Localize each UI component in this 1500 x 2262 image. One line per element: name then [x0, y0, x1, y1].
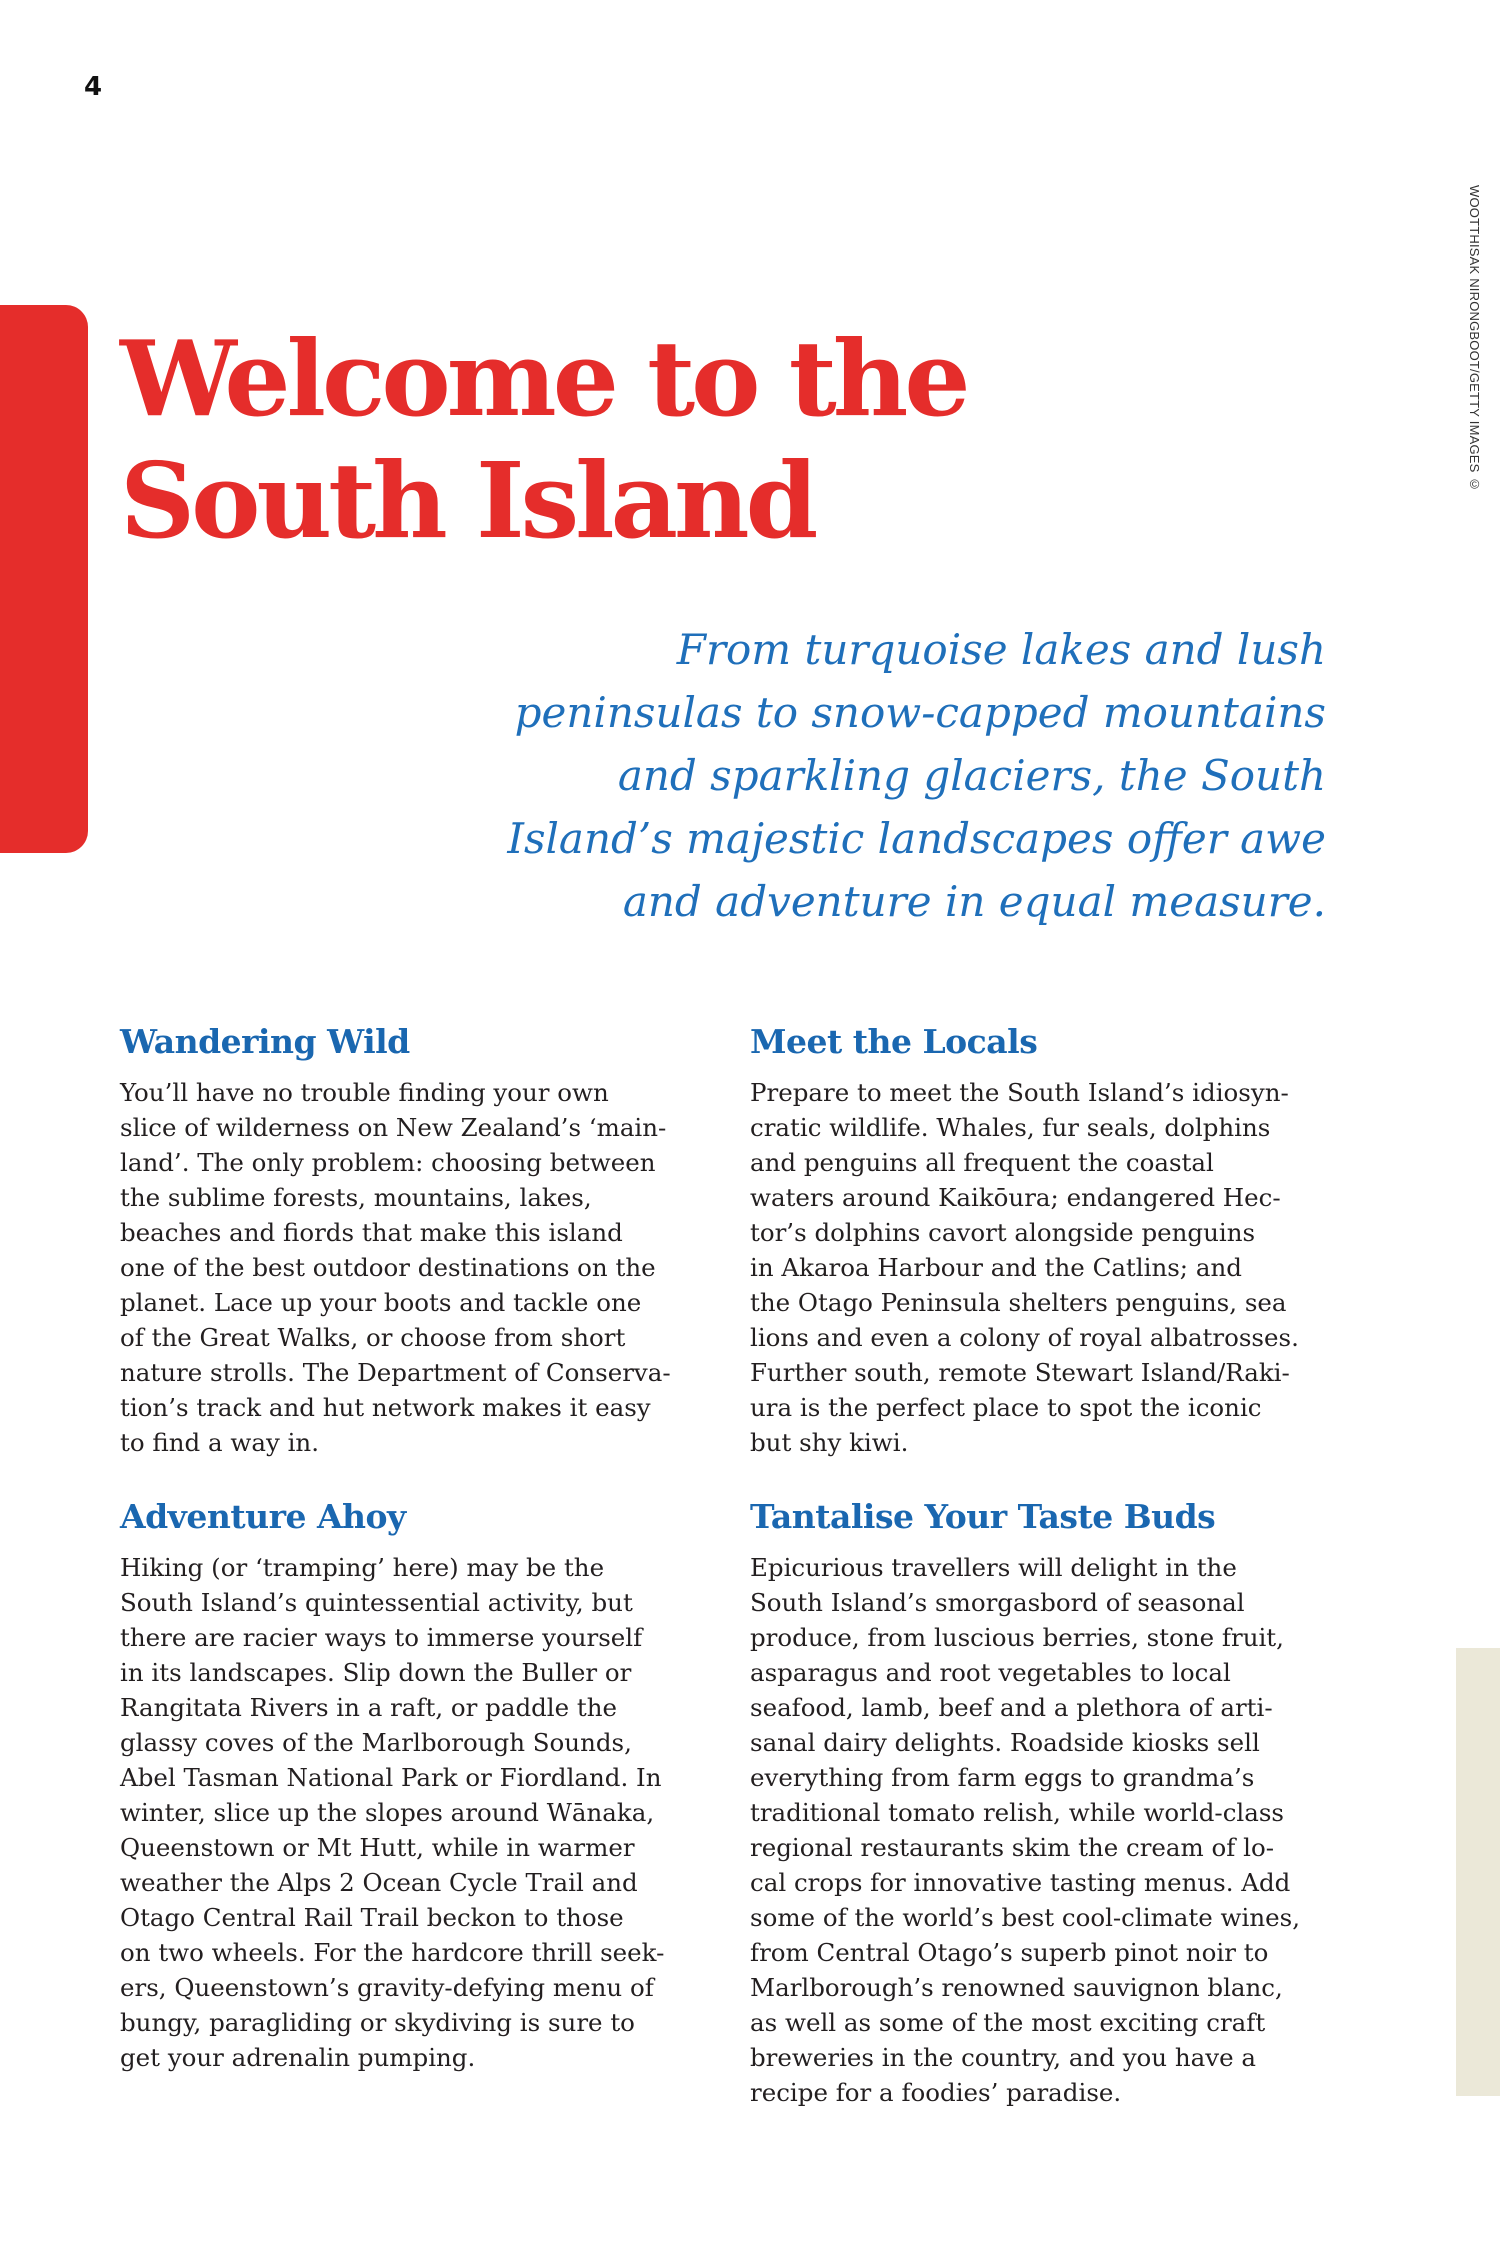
- intro-line: and adventure in equal measure.: [622, 877, 1326, 926]
- body-line: regional restaurants skim the cream of lo-: [750, 1833, 1275, 1862]
- section-heading: Tantalise Your Taste Buds: [750, 1497, 1216, 1536]
- section-wandering-wild: [120, 1019, 710, 1460]
- body-line: land’. The only problem: choosing between: [120, 1148, 656, 1177]
- body-line: beaches and fiords that make this island: [120, 1218, 623, 1247]
- page-number: 4: [84, 72, 103, 102]
- body-line: slice of wilderness on New Zealand’s ‘main-: [120, 1113, 667, 1142]
- intro-line: and sparkling glaciers, the South: [617, 751, 1326, 800]
- body-line: Further south, remote Stewart Island/Raki-: [750, 1358, 1290, 1387]
- body-line: You’ll have no trouble finding your own: [120, 1078, 609, 1107]
- title-line: South Island: [120, 439, 815, 562]
- page-title: [120, 318, 967, 562]
- body-line: Otago Central Rail Trail beckon to those: [120, 1903, 624, 1932]
- body-line: bungy, paragliding or skydiving is sure to: [120, 2008, 635, 2037]
- thumb-index-tab: [1456, 1648, 1500, 2096]
- intro-line: peninsulas to snow-capped mountains: [514, 688, 1326, 737]
- body-line: tor’s dolphins cavort alongside penguins: [750, 1218, 1256, 1247]
- body-line: get your adrenalin pumping.: [120, 2043, 476, 2072]
- body-line: planet. Lace up your boots and tackle one: [120, 1288, 642, 1317]
- body-line: Rangitata Rivers in a raft, or paddle the: [120, 1693, 618, 1722]
- intro-line: Island’s majestic landscapes offer awe: [507, 814, 1326, 863]
- body-line: some of the world’s best cool-climate wines,: [750, 1903, 1300, 1932]
- body-line: Hiking (or ‘tramping’ here) may be the: [120, 1553, 605, 1582]
- section-heading: Wandering Wild: [120, 1022, 410, 1061]
- section-adventure-ahoy: [120, 1494, 710, 2075]
- section-meet-the-locals: [750, 1019, 1340, 1460]
- body-line: seafood, lamb, beef and a plethora of arti-: [750, 1693, 1273, 1722]
- body-line: Prepare to meet the South Island’s idiosyn-: [750, 1078, 1289, 1107]
- section-heading: Meet the Locals: [750, 1022, 1038, 1061]
- body-line: everything from farm eggs to grandma’s: [750, 1763, 1255, 1792]
- body-line: in Akaroa Harbour and the Catlins; and: [750, 1253, 1242, 1282]
- body-line: of the Great Walks, or choose from short: [120, 1323, 626, 1352]
- body-line: sanal dairy delights. Roadside kiosks sell: [750, 1728, 1260, 1757]
- section-heading: Adventure Ahoy: [120, 1497, 406, 1536]
- section-body: [750, 1075, 1340, 1460]
- body-line: to find a way in.: [120, 1428, 319, 1457]
- intro-line: From turquoise lakes and lush: [676, 625, 1326, 674]
- body-line: but shy kiwi.: [750, 1428, 909, 1457]
- body-line: tion’s track and hut network makes it easy: [120, 1393, 651, 1422]
- intro-paragraph: [430, 618, 1326, 933]
- title-line: Welcome to the: [120, 317, 967, 440]
- body-line: one of the best outdoor destinations on the: [120, 1253, 656, 1282]
- body-line: traditional tomato relish, while world-class: [750, 1798, 1284, 1827]
- section-body: [120, 1075, 710, 1460]
- body-line: there are racier ways to immerse yourself: [120, 1623, 643, 1652]
- body-line: lions and even a colony of royal albatrosses.: [750, 1323, 1299, 1352]
- body-line: ura is the perfect place to spot the iconic: [750, 1393, 1262, 1422]
- body-line: waters around Kaikōura; endangered Hec-: [750, 1183, 1281, 1212]
- body-line: asparagus and root vegetables to local: [750, 1658, 1231, 1687]
- section-body: [750, 1550, 1340, 2110]
- chapter-tab-marker: [0, 305, 88, 853]
- body-line: cal crops for innovative tasting menus. Add: [750, 1868, 1291, 1897]
- body-line: in its landscapes. Slip down the Buller or: [120, 1658, 632, 1687]
- section-body: [120, 1550, 710, 2075]
- body-line: South Island’s smorgasbord of seasonal: [750, 1588, 1245, 1617]
- body-line: winter, slice up the slopes around Wānaka,: [120, 1798, 655, 1827]
- body-line: breweries in the country, and you have a: [750, 2043, 1256, 2072]
- section-tantalise-your-taste-buds: [750, 1494, 1340, 2110]
- body-line: on two wheels. For the hardcore thrill seek-: [120, 1938, 665, 1967]
- body-line: the sublime forests, mountains, lakes,: [120, 1183, 592, 1212]
- body-line: Epicurious travellers will delight in the: [750, 1553, 1237, 1582]
- body-line: ers, Queenstown’s gravity-defying menu of: [120, 1973, 654, 2002]
- body-line: produce, from luscious berries, stone fruit,: [750, 1623, 1284, 1652]
- body-line: the Otago Peninsula shelters penguins, sea: [750, 1288, 1287, 1317]
- body-line: from Central Otago’s superb pinot noir to: [750, 1938, 1269, 1967]
- body-line: Marlborough’s renowned sauvignon blanc,: [750, 1973, 1283, 2002]
- body-line: cratic wildlife. Whales, fur seals, dolphins: [750, 1113, 1271, 1142]
- body-line: nature strolls. The Department of Conserva-: [120, 1358, 671, 1387]
- body-line: weather the Alps 2 Ocean Cycle Trail and: [120, 1868, 638, 1897]
- body-line: and penguins all frequent the coastal: [750, 1148, 1214, 1177]
- body-line: glassy coves of the Marlborough Sounds,: [120, 1728, 632, 1757]
- body-line: South Island’s quintessential activity, but: [120, 1588, 633, 1617]
- photo-credit: WOOTTHISAK NIRONGBOOT/GETTY IMAGES ©: [1467, 185, 1482, 492]
- body-line: Queenstown or Mt Hutt, while in warmer: [120, 1833, 635, 1862]
- body-line: as well as some of the most exciting craft: [750, 2008, 1266, 2037]
- body-line: recipe for a foodies’ paradise.: [750, 2078, 1122, 2107]
- body-line: Abel Tasman National Park or Fiordland. In: [120, 1763, 662, 1792]
